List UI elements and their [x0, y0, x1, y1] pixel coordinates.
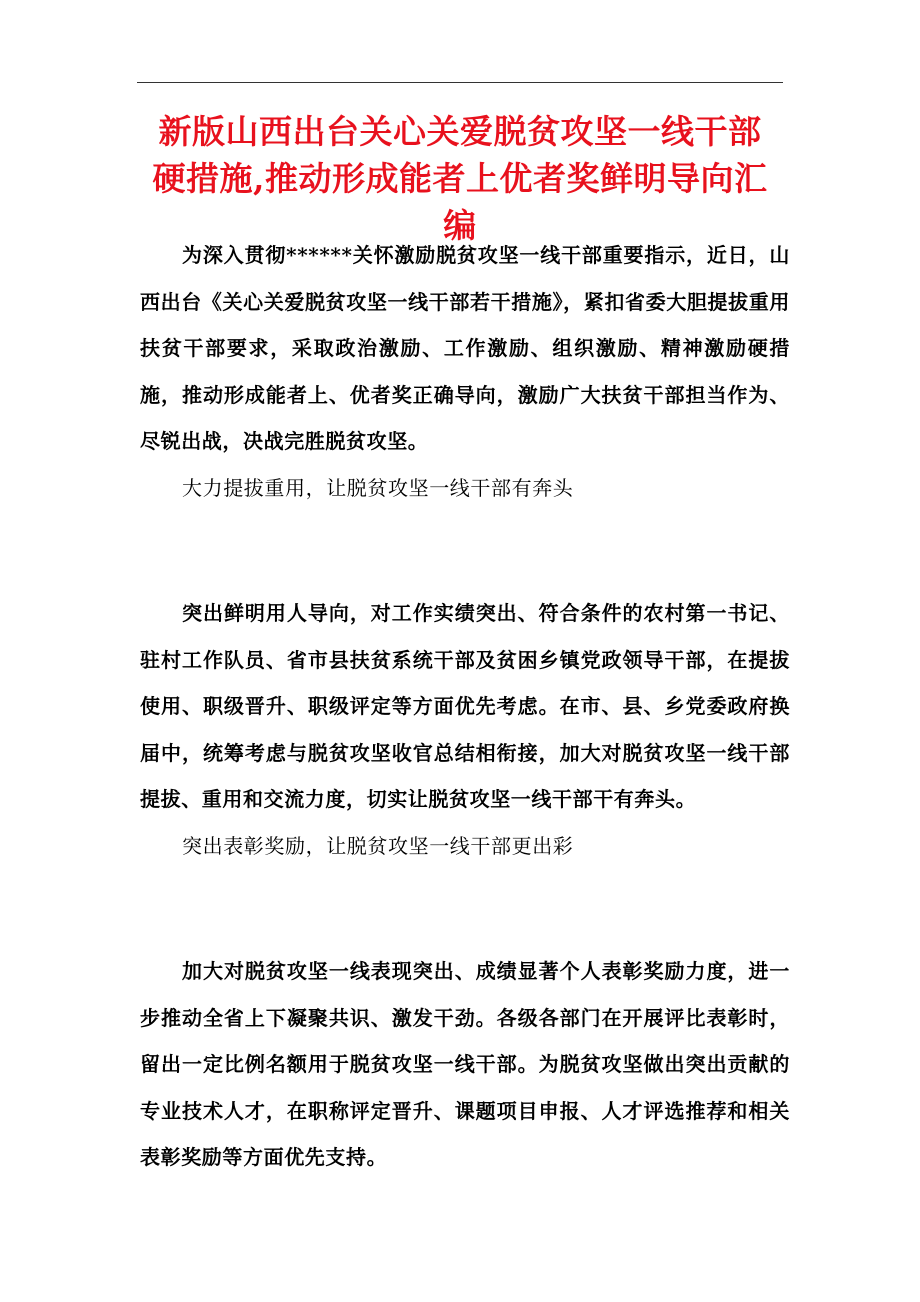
header-rule — [137, 82, 783, 83]
section-1-heading: 大力提拔重用，让脱贫攻坚一线干部有奔头 — [182, 475, 574, 500]
section-2-spacer — [140, 869, 790, 948]
section-1-paragraph: 突出鲜明用人导向，对工作实绩突出、符合条件的农村第一书记、驻村工作队员、省市县扶贫系统干部及贫困乡镇党政领导干部，在提拔使用、职级晋升、职级评定等方面优先考虑。在市、县、乡党委政府换届中，统筹考虑与脱贫攻坚收官总结相衔接，加大对脱贫攻坚一线干部提拔、重用和交流力度，切实让脱贫攻坚一线干部干有奔头。 — [140, 601, 790, 811]
document-body — [140, 232, 790, 1181]
title-line-2: 硬措施,推动形成能者上优者奖鲜明导向汇 — [152, 159, 768, 198]
intro-paragraph: 为深入贯彻******关怀激励脱贫攻坚一线干部重要指示，近日，山西出台《关心关爱脱贫攻坚一线干部若干措施》，紧扣省委大胆提拔重用扶贫干部要求，采取政治激励、工作激励、组织激励、精神激励硬措施，推动形成能者上、优者奖正确导向，激励广大扶贫干部担当作为、尽锐出战，决战完胜脱贫攻坚。 — [140, 243, 790, 453]
document-title — [137, 108, 783, 249]
section-1-spacer — [140, 511, 790, 590]
section-2-heading: 突出表彰奖励，让脱贫攻坚一线干部更出彩 — [182, 833, 574, 858]
section-2-paragraph: 加大对脱贫攻坚一线表现突出、成绩显著个人表彰奖励力度，进一步推动全省上下凝聚共识、激发干劲。各级各部门在开展评比表彰时，留出一定比例名额用于脱贫攻坚一线干部。为脱贫攻坚做出突出贡献的专业技术人才，在职称评定晋升、课题项目申报、人才评选推荐和相关表彰奖励等方面优先支持。 — [140, 959, 790, 1169]
title-line-1: 新版山西出台关心关爱脱贫攻坚一线干部 — [158, 112, 762, 151]
title-line-3: 编 — [443, 206, 477, 245]
